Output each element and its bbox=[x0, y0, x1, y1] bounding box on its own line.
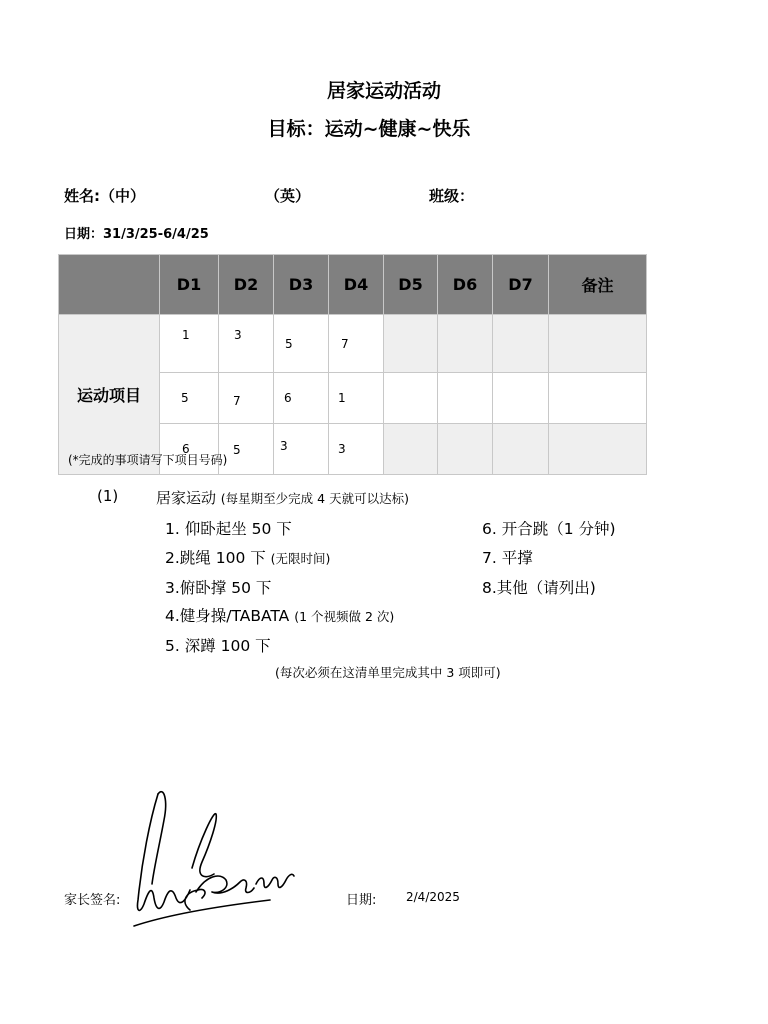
english-name-label: （英） bbox=[265, 187, 311, 205]
activity-table bbox=[58, 254, 647, 475]
list-item bbox=[165, 576, 271, 598]
table-cell[interactable]: 5 bbox=[219, 424, 274, 475]
header-remarks: 备注 bbox=[549, 255, 647, 315]
signature-date-label: 日期: bbox=[346, 893, 377, 908]
list-item-text: 4.健身操/TABATA bbox=[165, 607, 290, 625]
table-cell[interactable]: 1 bbox=[329, 373, 384, 424]
table-cell[interactable] bbox=[384, 373, 438, 424]
table-cell[interactable] bbox=[384, 315, 438, 373]
page-title: 居家运动活动 bbox=[326, 80, 441, 102]
list-item-text: 6. 开合跳（1 分钟) bbox=[482, 520, 616, 538]
table-cell[interactable] bbox=[549, 315, 647, 373]
list-item-text: 8.其他（请列出) bbox=[482, 579, 596, 597]
table-cell[interactable]: 3 bbox=[219, 315, 274, 373]
table-cell[interactable] bbox=[438, 424, 493, 475]
section-footnote: (每次必须在这清单里完成其中 3 项即可) bbox=[275, 665, 501, 680]
table-cell[interactable]: 1 bbox=[160, 315, 219, 373]
list-item bbox=[482, 576, 596, 598]
list-item bbox=[165, 546, 330, 568]
table-note: (*完成的事项请写下项目号码) bbox=[68, 453, 228, 467]
table-cell[interactable]: 6 bbox=[160, 424, 219, 475]
table-header-row bbox=[59, 255, 647, 315]
table-cell[interactable] bbox=[438, 315, 493, 373]
list-item bbox=[165, 604, 394, 626]
table-cell[interactable] bbox=[549, 373, 647, 424]
handwritten-signature bbox=[130, 780, 305, 930]
header-d7: D7 bbox=[493, 255, 549, 315]
section-title bbox=[156, 487, 409, 508]
list-item bbox=[482, 546, 533, 568]
table-cell[interactable]: 6 bbox=[274, 373, 329, 424]
list-item-text: 5. 深蹲 100 下 bbox=[165, 637, 271, 655]
table-cell[interactable] bbox=[384, 424, 438, 475]
table-cell[interactable] bbox=[493, 373, 549, 424]
date-range: 日期：31/3/25-6/4/25 bbox=[64, 227, 209, 242]
table-cell[interactable]: 7 bbox=[219, 373, 274, 424]
chinese-name-label: 姓名:（中） bbox=[64, 187, 145, 205]
section-title-text: 居家运动 bbox=[156, 489, 217, 507]
list-item-text: 3.俯卧撑 50 下 bbox=[165, 579, 272, 597]
table-cell[interactable]: 3 bbox=[274, 424, 329, 475]
header-d4: D4 bbox=[329, 255, 384, 315]
header-corner bbox=[59, 255, 160, 315]
list-item-note: (1 个视频做 2 次) bbox=[294, 609, 395, 624]
list-item-text: 7. 平撑 bbox=[482, 549, 533, 567]
class-label: 班级： bbox=[429, 187, 475, 205]
table-cell[interactable]: 5 bbox=[160, 373, 219, 424]
table-row bbox=[59, 315, 647, 373]
table-cell[interactable] bbox=[549, 424, 647, 475]
list-item-text: 1. 仰卧起坐 50 下 bbox=[165, 520, 292, 538]
row-label: 运动项目 bbox=[59, 315, 160, 475]
header-d5: D5 bbox=[384, 255, 438, 315]
header-d2: D2 bbox=[219, 255, 274, 315]
list-item bbox=[165, 634, 271, 656]
table-cell[interactable] bbox=[493, 315, 549, 373]
section-title-note: (每星期至少完成 4 天就可以达标) bbox=[220, 491, 409, 506]
signature-date-value: 2/4/2025 bbox=[406, 890, 460, 904]
parent-signature-label: 家长签名: bbox=[64, 893, 121, 908]
header-d6: D6 bbox=[438, 255, 493, 315]
table-cell[interactable]: 5 bbox=[274, 315, 329, 373]
section-number: (1) bbox=[97, 487, 119, 505]
header-d1: D1 bbox=[160, 255, 219, 315]
table-cell[interactable] bbox=[493, 424, 549, 475]
table-cell[interactable]: 7 bbox=[329, 315, 384, 373]
list-item bbox=[165, 517, 292, 539]
list-item-note: (无限时间) bbox=[270, 551, 331, 566]
table-cell[interactable] bbox=[438, 373, 493, 424]
table-cell[interactable]: 3 bbox=[329, 424, 384, 475]
list-item-text: 2.跳绳 100 下 bbox=[165, 549, 266, 567]
header-d3: D3 bbox=[274, 255, 329, 315]
page-subtitle: 目标：运动~健康~快乐 bbox=[267, 118, 471, 140]
list-item bbox=[482, 517, 616, 539]
